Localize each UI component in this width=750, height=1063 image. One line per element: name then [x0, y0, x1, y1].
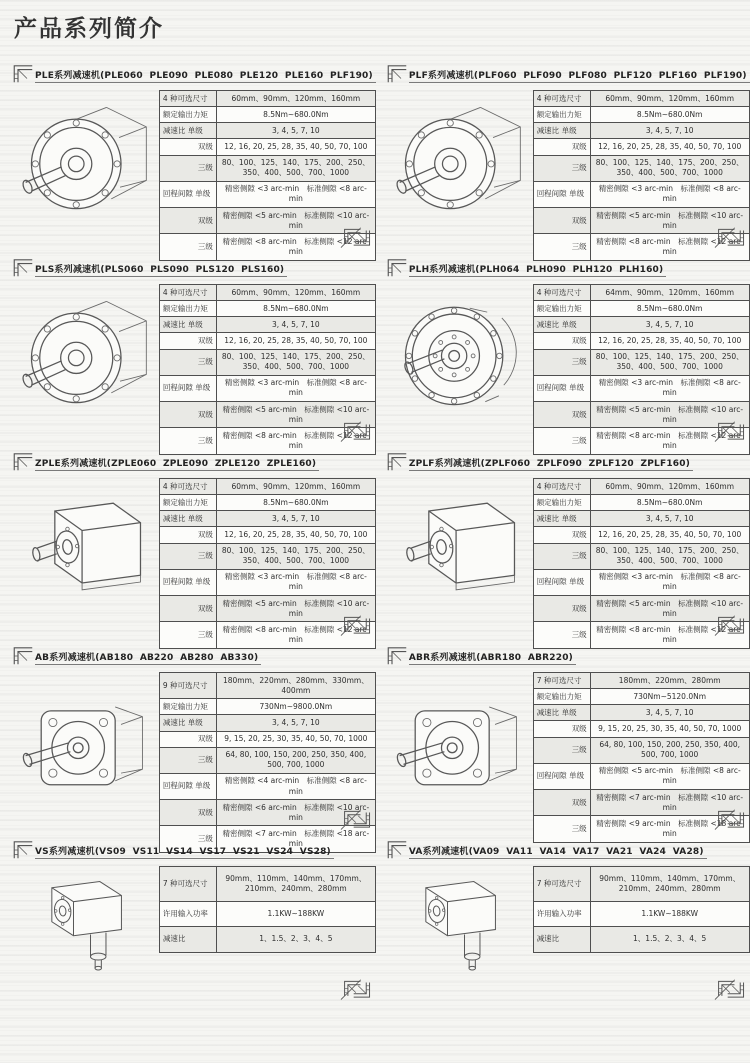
- corner-bracket-icon: [12, 62, 33, 83]
- spec-value: 60mm、90mm、120mm、160mm: [216, 479, 375, 495]
- section-title: ZPLF系列减速机(ZPLF060 ZPLF090 ZPLF120 ZPLF160): [409, 456, 693, 471]
- spec-row: [533, 139, 749, 155]
- spec-value: 精密侧隙 <5 arc-min 标准侧隙 <10 arc-min: [590, 596, 749, 622]
- spec-label: 回程间隙 单级: [533, 569, 590, 595]
- spec-row: [159, 569, 375, 595]
- spec-label: 7 种可选尺寸: [159, 867, 216, 902]
- corner-bracket-icon: [12, 838, 33, 859]
- section-body: [386, 472, 750, 649]
- product-drawing: [12, 860, 152, 982]
- spec-label: 双级: [533, 208, 590, 234]
- product-section: [386, 447, 750, 644]
- spec-row: [159, 715, 375, 731]
- spec-value: 12, 16, 20, 25, 28, 35, 40, 50, 70, 100: [216, 139, 375, 155]
- spec-label: 三级: [533, 543, 590, 569]
- spec-label: 4 种可选尺寸: [159, 285, 216, 301]
- spec-value: 精密侧隙 <3 arc-min 标准侧隙 <8 arc-min: [216, 181, 375, 207]
- spec-row: [533, 333, 749, 349]
- spec-label: 4 种可选尺寸: [533, 91, 590, 107]
- spec-label: 减速比: [159, 927, 216, 952]
- product-section: [386, 59, 750, 256]
- section-title: AB系列减速机(AB180 AB220 AB280 AB330): [35, 650, 261, 665]
- spec-value: 1.1KW~188KW: [590, 902, 749, 927]
- product-drawing: [386, 278, 532, 428]
- spec-value: 精密侧隙 <3 arc-min 标准侧隙 <8 arc-min: [216, 375, 375, 401]
- spec-row: [533, 569, 749, 595]
- section-header: [386, 835, 750, 859]
- spec-row: [159, 527, 375, 543]
- section-title: ABR系列减速机(ABR180 ABR220): [409, 650, 576, 665]
- spec-label: 减速比: [533, 927, 590, 952]
- spec-label: 双级: [159, 596, 216, 622]
- product-drawing: [386, 84, 532, 234]
- spec-value: 60mm、90mm、120mm、160mm: [216, 91, 375, 107]
- product-drawing: [386, 472, 532, 622]
- spec-value: 精密侧隙 <8 arc-min 标准侧隙 <12 arc-min: [590, 622, 749, 648]
- spec-label: 三级: [533, 349, 590, 375]
- section-header: [12, 253, 376, 277]
- spec-label: 额定输出力矩: [159, 699, 216, 715]
- spec-value: 8.5Nm~680.0Nm: [590, 301, 749, 317]
- spec-value: 64mm、90mm、120mm、160mm: [590, 285, 749, 301]
- corner-bracket-icon: [386, 256, 407, 277]
- spec-row: [159, 301, 375, 317]
- section-title: VS系列减速机(VS09 VS11 VS14 VS17 VS21 VS24 VS28): [35, 844, 334, 859]
- spec-label: 双级: [533, 527, 590, 543]
- product-section: [12, 253, 376, 450]
- spec-row: [159, 349, 375, 375]
- spec-value: 精密侧隙 <5 arc-min 标准侧隙 <10 arc-min: [216, 402, 375, 428]
- spec-label: 双级: [533, 596, 590, 622]
- spec-value: 730Nm~5120.0Nm: [590, 689, 749, 705]
- spec-value: 8.5Nm~680.0Nm: [216, 301, 375, 317]
- spec-value: 精密侧隙 <8 arc-min 标准侧隙 <12 arc-min: [216, 234, 375, 260]
- corner-bracket-icon: [12, 644, 33, 665]
- spec-value: 60mm、90mm、120mm、160mm: [590, 479, 749, 495]
- spec-row: [533, 285, 749, 301]
- corner-flourish-icon: [336, 605, 374, 643]
- product-section: [12, 641, 376, 848]
- section-header: [12, 447, 376, 471]
- spec-row: [533, 721, 749, 737]
- corner-bracket-icon: [386, 644, 407, 665]
- spec-label: 三级: [159, 826, 216, 852]
- spec-label: 回程间隙 单级: [533, 763, 590, 789]
- spec-row: [159, 495, 375, 511]
- spec-row: [533, 495, 749, 511]
- spec-value: 精密侧隙 <8 arc-min 标准侧隙 <12 arc-min: [216, 428, 375, 454]
- spec-row: [533, 927, 749, 952]
- spec-value: 精密侧隙 <5 arc-min 标准侧隙 <10 arc-min: [590, 208, 749, 234]
- spec-row: [533, 543, 749, 569]
- spec-value: 1、1.5、2、3、4、5: [216, 927, 375, 952]
- spec-label: 双级: [533, 790, 590, 816]
- section-body: [386, 278, 750, 455]
- corner-bracket-icon: [386, 838, 407, 859]
- spec-row: [533, 737, 749, 763]
- spec-row: [533, 511, 749, 527]
- spec-value: 80、100、125、140、175、200、250、350、400、500、700、1000: [590, 543, 749, 569]
- spec-row: [159, 317, 375, 333]
- spec-label: 减速比 单级: [533, 317, 590, 333]
- spec-label: 回程间隙 单级: [159, 569, 216, 595]
- section-header: [12, 59, 376, 83]
- spec-label: 许用输入功率: [533, 902, 590, 927]
- spec-label: 额定输出力矩: [159, 495, 216, 511]
- spec-label: 额定输出力矩: [533, 107, 590, 123]
- spec-label: 4 种可选尺寸: [159, 91, 216, 107]
- spec-value: 90mm、110mm、140mm、170mm、210mm、240mm、280mm: [216, 867, 375, 902]
- spec-label: 三级: [159, 428, 216, 454]
- spec-label: 许用输入功率: [159, 902, 216, 927]
- section-title: PLS系列减速机(PLS060 PLS090 PLS120 PLS160): [35, 262, 287, 277]
- spec-label: 三级: [533, 155, 590, 181]
- spec-row: [159, 375, 375, 401]
- section-header: [12, 641, 376, 665]
- spec-value: 精密侧隙 <7 arc-min 标准侧隙 <10 arc-min: [590, 790, 749, 816]
- spec-row: [159, 123, 375, 139]
- spec-value: 3, 4, 5, 7, 10: [216, 511, 375, 527]
- spec-label: 4 种可选尺寸: [533, 479, 590, 495]
- spec-label: 回程间隙 单级: [159, 181, 216, 207]
- spec-value: 80、100、125、140、175、200、250、350、400、500、700、1000: [216, 349, 375, 375]
- spec-row: [159, 773, 375, 799]
- spec-value: 精密侧隙 <5 arc-min 标准侧隙 <8 arc-min: [590, 763, 749, 789]
- spec-label: 双级: [159, 527, 216, 543]
- product-drawing: [12, 84, 158, 234]
- corner-flourish-icon: [710, 799, 748, 837]
- spec-value: 8.5Nm~680.0Nm: [216, 107, 375, 123]
- spec-label: 回程间隙 单级: [533, 375, 590, 401]
- spec-row: [533, 107, 749, 123]
- spec-value: 8.5Nm~680.0Nm: [216, 495, 375, 511]
- spec-value: 3, 4, 5, 7, 10: [590, 511, 749, 527]
- spec-label: 双级: [159, 333, 216, 349]
- spec-value: 730Nm~9800.0Nm: [216, 699, 375, 715]
- spec-label: 9 种可选尺寸: [159, 673, 216, 699]
- spec-row: [533, 479, 749, 495]
- spec-value: 64, 80, 100, 150, 200, 250, 350, 400, 500, 700, 1000: [216, 747, 375, 773]
- corner-flourish-icon: [710, 411, 748, 449]
- spec-value: 精密侧隙 <8 arc-min 标准侧隙 <12 arc-min: [590, 234, 749, 260]
- spec-label: 三级: [533, 234, 590, 260]
- product-section: [386, 835, 750, 1005]
- spec-row: [159, 673, 375, 699]
- spec-table: [533, 866, 750, 953]
- spec-value: 精密侧隙 <5 arc-min 标准侧隙 <10 arc-min: [590, 402, 749, 428]
- section-title: PLH系列减速机(PLH064 PLH090 PLH120 PLH160): [409, 262, 667, 277]
- product-drawing: [386, 860, 526, 982]
- spec-value: 精密侧隙 <3 arc-min 标准侧隙 <8 arc-min: [590, 375, 749, 401]
- spec-value: 精密侧隙 <5 arc-min 标准侧隙 <10 arc-min: [216, 208, 375, 234]
- spec-row: [533, 91, 749, 107]
- spec-label: 减速比 单级: [159, 317, 216, 333]
- spec-value: 精密侧隙 <7 arc-min 标准侧隙 <18 arc-min: [216, 826, 375, 852]
- spec-label: 双级: [159, 208, 216, 234]
- spec-label: 双级: [159, 139, 216, 155]
- spec-value: 64, 80, 100, 150, 200, 250, 350, 400, 500, 700, 1000: [590, 737, 749, 763]
- product-section: [12, 59, 376, 256]
- corner-bracket-icon: [12, 450, 33, 471]
- section-body: [386, 860, 750, 982]
- section-title: PLE系列减速机(PLE060 PLE090 PLE080 PLE120 PLE160 PLF190): [35, 68, 376, 83]
- spec-label: 双级: [159, 800, 216, 826]
- spec-value: 精密侧隙 <5 arc-min 标准侧隙 <10 arc-min: [216, 596, 375, 622]
- spec-value: 3, 4, 5, 7, 10: [590, 705, 749, 721]
- spec-row: [533, 301, 749, 317]
- spec-label: 减速比 单级: [533, 511, 590, 527]
- spec-row: [159, 902, 375, 927]
- product-section: [12, 447, 376, 644]
- spec-value: 12, 16, 20, 25, 28, 35, 40, 50, 70, 100: [216, 333, 375, 349]
- spec-row: [159, 699, 375, 715]
- spec-label: 三级: [533, 622, 590, 648]
- spec-value: 180mm、220mm、280mm: [590, 673, 749, 689]
- spec-row: [159, 927, 375, 952]
- spec-label: 双级: [533, 333, 590, 349]
- spec-label: 减速比 单级: [533, 123, 590, 139]
- spec-value: 9, 15, 20, 25, 30, 35, 40, 50, 70, 1000: [590, 721, 749, 737]
- spec-row: [533, 155, 749, 181]
- spec-value: 80、100、125、140、175、200、250、350、400、500、700、1000: [216, 155, 375, 181]
- product-section: [12, 835, 376, 1005]
- spec-row: [533, 181, 749, 207]
- spec-row: [533, 902, 749, 927]
- spec-value: 12, 16, 20, 25, 28, 35, 40, 50, 70, 100: [216, 527, 375, 543]
- spec-label: 三级: [159, 234, 216, 260]
- spec-value: 3, 4, 5, 7, 10: [590, 317, 749, 333]
- spec-row: [533, 673, 749, 689]
- spec-label: 额定输出力矩: [533, 495, 590, 511]
- spec-row: [159, 867, 375, 902]
- spec-value: 12, 16, 20, 25, 28, 35, 40, 50, 70, 100: [590, 333, 749, 349]
- spec-value: 精密侧隙 <9 arc-min 标准侧隙 <18 arc-min: [590, 816, 749, 842]
- section-title: ZPLE系列减速机(ZPLE060 ZPLE090 ZPLE120 ZPLE160): [35, 456, 319, 471]
- spec-row: [159, 107, 375, 123]
- spec-row: [533, 763, 749, 789]
- spec-value: 精密侧隙 <3 arc-min 标准侧隙 <8 arc-min: [590, 181, 749, 207]
- spec-value: 精密侧隙 <6 arc-min 标准侧隙 <10 arc-min: [216, 800, 375, 826]
- spec-label: 回程间隙 单级: [159, 773, 216, 799]
- section-body: [386, 84, 750, 261]
- corner-flourish-icon: [336, 799, 374, 837]
- section-body: [12, 666, 376, 853]
- spec-label: 三级: [533, 428, 590, 454]
- spec-label: 7 种可选尺寸: [533, 673, 590, 689]
- spec-value: 60mm、90mm、120mm、160mm: [216, 285, 375, 301]
- section-body: [12, 84, 376, 261]
- product-drawing: [386, 666, 532, 816]
- spec-label: 减速比 单级: [159, 715, 216, 731]
- product-section: [386, 253, 750, 450]
- corner-flourish-icon: [336, 969, 374, 1007]
- spec-value: 8.5Nm~680.0Nm: [590, 495, 749, 511]
- spec-label: 额定输出力矩: [159, 107, 216, 123]
- spec-label: 三级: [159, 747, 216, 773]
- section-title: PLF系列减速机(PLF060 PLF090 PLF080 PLF120 PLF160 PLF190): [409, 68, 750, 83]
- spec-label: 额定输出力矩: [159, 301, 216, 317]
- spec-value: 60mm、90mm、120mm、160mm: [590, 91, 749, 107]
- spec-value: 90mm、110mm、140mm、170mm、210mm、240mm、280mm: [590, 867, 749, 902]
- spec-label: 减速比 单级: [159, 511, 216, 527]
- spec-value: 1.1KW~188KW: [216, 902, 375, 927]
- product-section: [386, 641, 750, 838]
- corner-flourish-icon: [710, 217, 748, 255]
- spec-row: [159, 747, 375, 773]
- spec-label: 4 种可选尺寸: [533, 285, 590, 301]
- product-drawing: [12, 472, 158, 622]
- spec-value: 3, 4, 5, 7, 10: [216, 123, 375, 139]
- spec-row: [159, 181, 375, 207]
- spec-row: [159, 479, 375, 495]
- spec-table: [159, 866, 376, 953]
- spec-label: 7 种可选尺寸: [533, 867, 590, 902]
- spec-value: 1、1.5、2、3、4、5: [590, 927, 749, 952]
- corner-flourish-icon: [336, 217, 374, 255]
- spec-label: 双级: [533, 721, 590, 737]
- section-header: [386, 59, 750, 83]
- spec-value: 80、100、125、140、175、200、250、350、400、500、700、1000: [216, 543, 375, 569]
- spec-value: 精密侧隙 <4 arc-min 标准侧隙 <8 arc-min: [216, 773, 375, 799]
- spec-row: [159, 731, 375, 747]
- spec-label: 三级: [533, 737, 590, 763]
- section-header: [386, 641, 750, 665]
- spec-value: 精密侧隙 <8 arc-min 标准侧隙 <12 arc-min: [590, 428, 749, 454]
- spec-value: 3, 4, 5, 7, 10: [590, 123, 749, 139]
- spec-row: [159, 333, 375, 349]
- spec-value: 80、100、125、140、175、200、250、350、400、500、700、1000: [590, 155, 749, 181]
- spec-label: 减速比 单级: [533, 705, 590, 721]
- corner-bracket-icon: [386, 450, 407, 471]
- spec-row: [533, 317, 749, 333]
- spec-row: [533, 375, 749, 401]
- section-header: [386, 253, 750, 277]
- spec-label: 回程间隙 单级: [159, 375, 216, 401]
- spec-value: 3, 4, 5, 7, 10: [216, 317, 375, 333]
- section-header: [386, 447, 750, 471]
- spec-row: [159, 285, 375, 301]
- page-title: 产品系列简介: [14, 16, 164, 42]
- spec-row: [159, 91, 375, 107]
- section-header: [12, 835, 376, 859]
- spec-row: [159, 155, 375, 181]
- spec-value: 12, 16, 20, 25, 28, 35, 40, 50, 70, 100: [590, 527, 749, 543]
- spec-value: 80、100、125、140、175、200、250、350、400、500、700、1000: [590, 349, 749, 375]
- spec-label: 额定输出力矩: [533, 301, 590, 317]
- spec-row: [159, 139, 375, 155]
- spec-label: 三级: [159, 155, 216, 181]
- sections-grid: [12, 59, 747, 1005]
- spec-label: 三级: [159, 543, 216, 569]
- spec-label: 三级: [159, 349, 216, 375]
- spec-value: 精密侧隙 <8 arc-min 标准侧隙 <12 arc-min: [216, 622, 375, 648]
- spec-value: 精密侧隙 <3 arc-min 标准侧隙 <8 arc-min: [216, 569, 375, 595]
- spec-value: 3, 4, 5, 7, 10: [216, 715, 375, 731]
- section-body: [12, 860, 376, 982]
- corner-bracket-icon: [12, 256, 33, 277]
- spec-value: 12, 16, 20, 25, 28, 35, 40, 50, 70, 100: [590, 139, 749, 155]
- spec-label: 减速比 单级: [159, 123, 216, 139]
- section-body: [12, 278, 376, 455]
- spec-row: [159, 543, 375, 569]
- spec-row: [533, 689, 749, 705]
- spec-row: [533, 705, 749, 721]
- corner-bracket-icon: [386, 62, 407, 83]
- section-body: [12, 472, 376, 649]
- spec-label: 双级: [533, 402, 590, 428]
- spec-value: 9, 15, 20, 25, 30, 35, 40, 50, 70, 1000: [216, 731, 375, 747]
- section-body: [386, 666, 750, 843]
- product-drawing: [12, 666, 158, 816]
- spec-label: 4 种可选尺寸: [159, 479, 216, 495]
- spec-value: 180mm、220mm、280mm、330mm、400mm: [216, 673, 375, 699]
- spec-label: 双级: [159, 402, 216, 428]
- spec-row: [533, 867, 749, 902]
- spec-value: 精密侧隙 <3 arc-min 标准侧隙 <8 arc-min: [590, 569, 749, 595]
- spec-row: [159, 511, 375, 527]
- spec-row: [533, 349, 749, 375]
- product-drawing: [12, 278, 158, 428]
- corner-flourish-icon: [336, 411, 374, 449]
- spec-label: 双级: [533, 139, 590, 155]
- spec-label: 三级: [159, 622, 216, 648]
- spec-label: 双级: [159, 731, 216, 747]
- spec-label: 额定输出力矩: [533, 689, 590, 705]
- section-title: VA系列减速机(VA09 VA11 VA14 VA17 VA21 VA24 VA28): [409, 844, 707, 859]
- spec-value: 8.5Nm~680.0Nm: [590, 107, 749, 123]
- corner-flourish-icon: [710, 605, 748, 643]
- spec-row: [533, 527, 749, 543]
- spec-row: [533, 123, 749, 139]
- spec-label: 三级: [533, 816, 590, 842]
- spec-label: 回程间隙 单级: [533, 181, 590, 207]
- corner-flourish-icon: [710, 969, 748, 1007]
